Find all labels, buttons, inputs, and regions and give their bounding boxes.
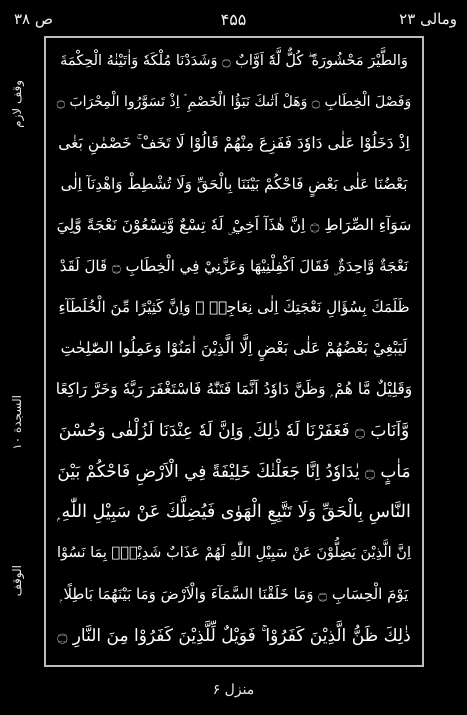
verse-line: اِنَّ الَّذِيْنَ يَضِلُّوْنَ عَنْ سَبِيْلِ اللّٰهِ لَهُمْ عَذَابٌ شَدِيْدٌۢ بِمَا نَسُوْا bbox=[57, 545, 411, 561]
page-number: ۴۵۵ bbox=[220, 10, 247, 29]
page-header bbox=[0, 0, 467, 34]
verse-line: النَّاسِ بِالْحَقِّ وَلَا تَتَّبِعِ الْهَوٰى فَيُضِلَّكَ عَنْ سَبِيْلِ اللّٰهِ ۭ bbox=[57, 502, 411, 522]
surah-label: ص ۳۸ bbox=[14, 10, 54, 28]
verse-line: يَوْمَ الْحِسَابِ ۝ وَمَا خَلَقْنَا السَّمَآءَ وَالْاَرْضَ وَمَا بَيْنَهُمَا بَاطِلًا ۭ bbox=[59, 585, 409, 603]
verse-line: اِذْ دَخَلُوْا عَلٰى دَاوٗدَ فَفَزِعَ مِنْهُمْ قَالُوْا لَا تَخَفْ ۚ خَصْمٰنِ بَغٰى bbox=[58, 133, 410, 152]
verse-line: بَعْضُنَا عَلٰى بَعْضٍ فَاحْكُمْ بَيْنَنَا بِالْحَقِّ وَلَا تُشْطِطْ وَاهْدِنَآ اِلٰى bbox=[60, 175, 408, 193]
verse-line: لَيَبْغِيْ بَعْضُهُمْ عَلٰى بَعْضٍ اِلَّا الَّذِيْنَ اٰمَنُوْا وَعَمِلُوا الصّٰلِحٰتِ bbox=[60, 339, 408, 357]
verse-line: ذٰلِكَ ظَنُّ الَّذِيْنَ كَفَرُوْا ۚ فَوَيْلٌ لِّلَّذِيْنَ كَفَرُوْا مِنَ النَّارِ ۝ bbox=[57, 625, 411, 646]
verse-line: سَوَآءِ الصِّرَاطِ ۝ اِنَّ هٰذَآ اَخِيْ ۣ لَهٗ تِسْعٌ وَّتِسْعُوْنَ نَعْجَةً وَّلِيَ bbox=[56, 215, 412, 234]
verse-line: وَفَصْلَ الْخِطَابِ ۝ وَهَلْ اَتٰىكَ نَبَؤُا الْخَصْمِ ۘ اِذْ تَسَوَّرُوا الْمِحْرَابَ ۝ bbox=[56, 94, 412, 110]
verse-line: ظَلَمَكَ بِسُؤَالِ نَعْجَتِكَ اِلٰى نِعَاجِهٖ ۭ وَاِنَّ كَثِيْرًا مِّنَ الْخُلَطَآءِ bbox=[58, 298, 410, 316]
verse-line: وَّاَنَابَ ۝ فَغَفَرْنَا لَهٗ ذٰلِكَ ۭ وَاِنَّ لَهٗ عِنْدَنَا لَزُلْفٰى وَحُسْنَ bbox=[58, 420, 410, 441]
verse-line: نَعْجَةٌ وَّاحِدَةٌ ۣ فَقَالَ اَكْفِلْنِيْهَا وَعَزَّنِيْ فِي الْخِطَابِ ۝ قَالَ لَقَدْ bbox=[59, 257, 409, 275]
verse-lines bbox=[48, 38, 420, 665]
juz-label: ومالی ۲۳ bbox=[399, 10, 457, 28]
margin-note-waqf: الوقف bbox=[10, 565, 24, 597]
manzil-footer: منزل ۶ bbox=[212, 682, 255, 698]
margin-note-waqf-lazim: وقف لازم bbox=[10, 80, 24, 128]
verse-line: مَاٰبٍ ۝ يٰدَاوٗدُ اِنَّا جَعَلْنٰكَ خَلِيْفَةً فِي الْاَرْضِ فَاحْكُمْ بَيْنَ bbox=[57, 461, 411, 482]
margin-note-sajda: السجدة ۱۰ bbox=[10, 395, 24, 450]
verse-line: وَقَلِيْلٌ مَّا هُمْ ۭ وَظَنَّ دَاوٗدُ اَنَّمَا فَتَنّٰهُ فَاسْتَغْفَرَ رَبَّهٗ وَخَرَّ رَاكِعًا bbox=[56, 379, 412, 398]
verse-line: وَالطَّيْرَ مَحْشُورَةً ۖ كُلٌّ لَّهٗٓ اَوَّابٌ ۝ وَشَدَدْنَا مُلْكَهٗ وَاٰتَيْنٰهُ الْحِكْمَةَ bbox=[60, 53, 408, 69]
